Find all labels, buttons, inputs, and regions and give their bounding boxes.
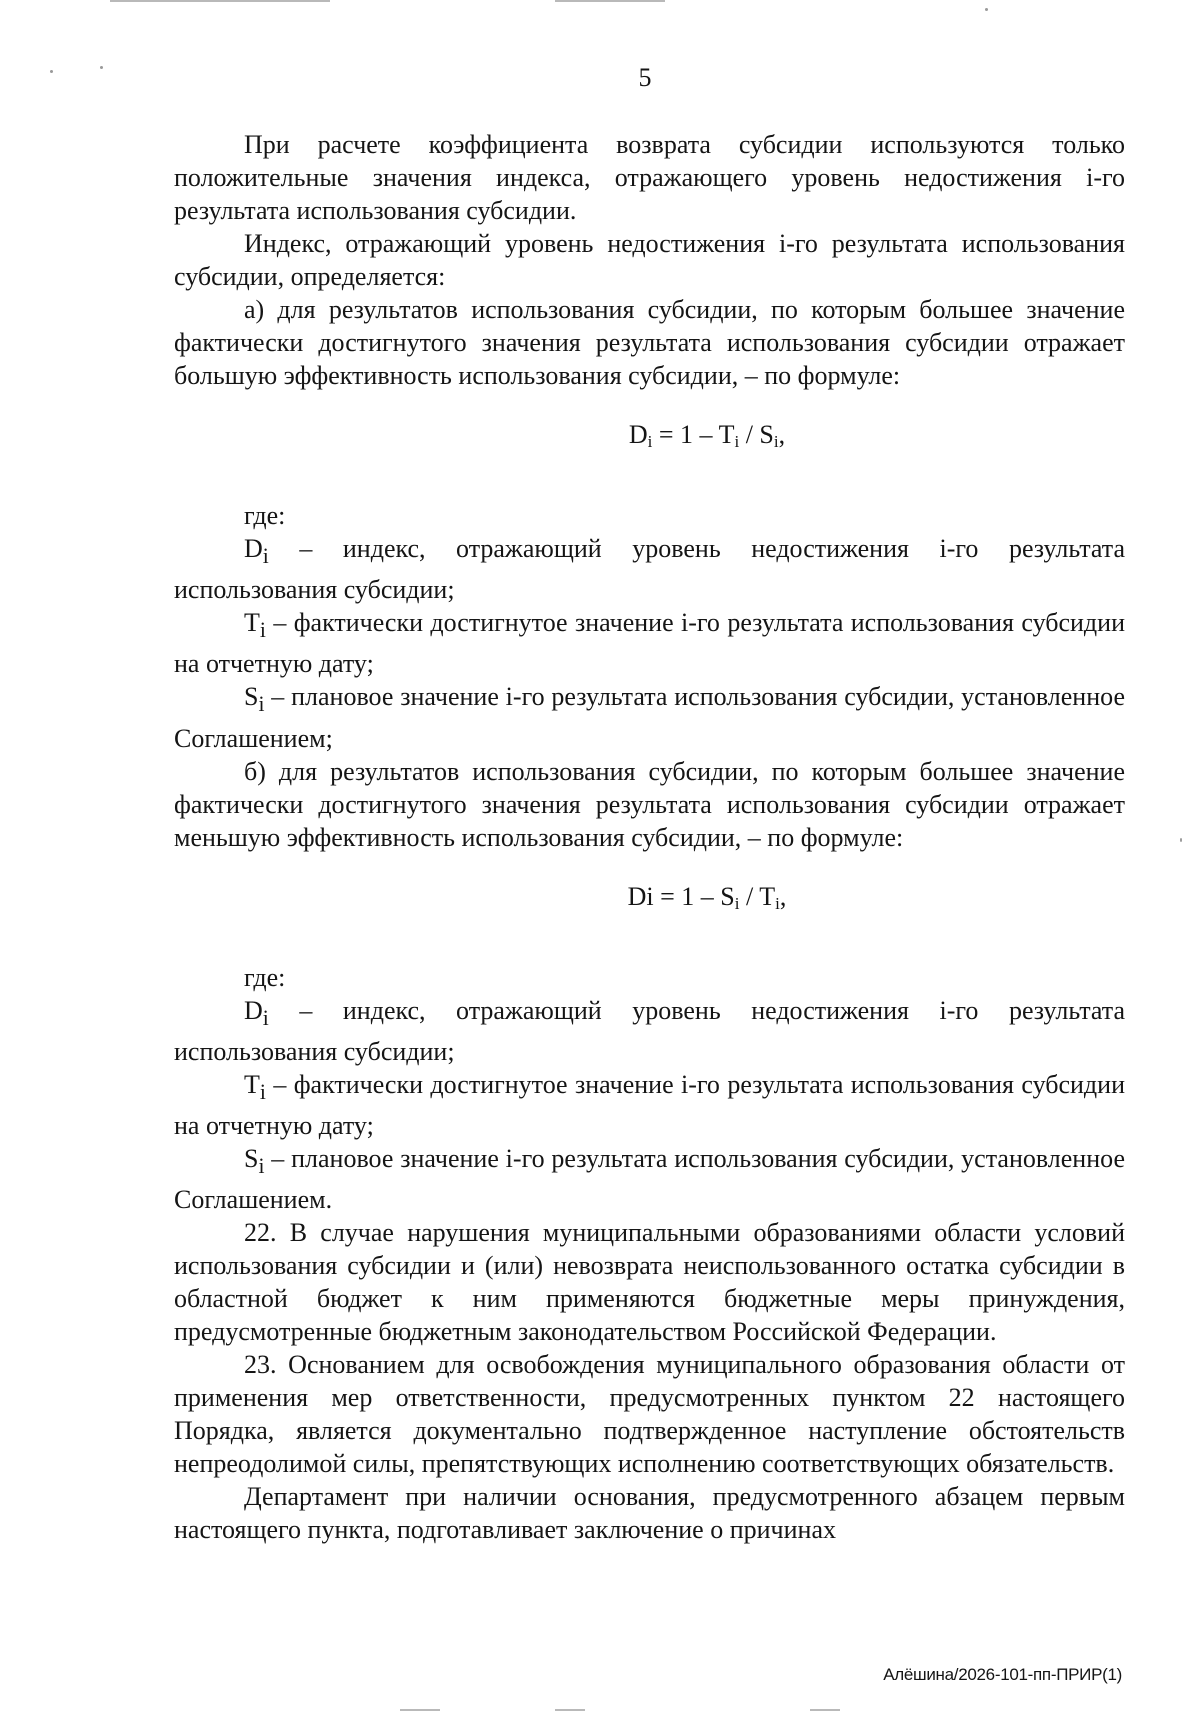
scan-artifact-bottom <box>400 1709 440 1711</box>
definition-item: $T_i$ – фактически достигнутое значение i-го результата использования субсидии на отчетную дату; <box>174 608 1125 679</box>
formula-a: $D_i = 1 - T_i / S_i$, <box>628 420 786 451</box>
formula-b: $Di = 1 - S_i / T_i$, <box>627 881 787 913</box>
scan-artifact-bottom <box>555 1709 585 1711</box>
definition-item: $S_i$ – плановое значение i-го результата использования субсидии, установленное Соглашением. <box>174 1143 1125 1215</box>
page-number: 5 <box>638 63 652 92</box>
scan-speck <box>1180 838 1182 842</box>
paragraph: а) для результатов использования субсидии, по которым большее значение фактически достигнутого значения результата использования субсидии отражает большую эффективность использования субсидии, – по формуле: <box>174 295 1125 390</box>
scan-artifact-bottom <box>810 1709 840 1711</box>
paragraph: Департамент при наличии основания, предусмотренного абзацем первым настоящего пункта, подготавливает заключение о причинах <box>174 1482 1125 1545</box>
document-reference: Алёшина/2026-101-пп-ПРИР(1) <box>883 1665 1122 1684</box>
definition-item: $S_i$ – плановое значение i-го результата использования субсидии, установленное Соглашением; <box>174 682 1125 753</box>
paragraph: 23. Основанием для освобождения муниципального образования области от применения мер ответственности, предусмотренных пунктом 22 настоящего Порядка, является документально подтвержденное наступление обстоятельств непреодолимой силы, препятствующих исполнению соответствующих обязательств. <box>174 1350 1125 1479</box>
where-label: где: <box>244 501 286 530</box>
paragraph: б) для результатов использования субсидии, по которым большее значение фактически достигнутого значения результата использования субсидии отражает меньшую эффективность использования субсидии, – по формуле: <box>174 756 1125 852</box>
scan-artifact-top <box>110 0 330 2</box>
where-label: где: <box>244 962 286 992</box>
definition-item: $T_i$ – фактически достигнутое значение i-го результата использования субсидии на отчетную дату; <box>174 1069 1125 1140</box>
document-body <box>174 128 1125 1546</box>
definition-item: $D_i$ – индекс, отражающий уровень недостижения i-го результата использования субсидии; <box>174 534 1125 605</box>
scan-artifact-top-right <box>555 0 665 2</box>
scan-speck <box>985 8 988 11</box>
paragraph: Индекс, отражающий уровень недостижения i-го результата использования субсидии, определяется: <box>174 229 1125 291</box>
paragraph: 22. В случае нарушения муниципальными образованиями области условий использования субсидии и (или) невозврата неиспользованного остатка субсидии в областной бюджет к ним применяются бюджетные меры принуждения, предусмотренные бюджетным законодательством Российской Федерации. <box>174 1218 1125 1347</box>
paragraph: При расчете коэффициента возврата субсидии используются только положительные значения индекса, отражающего уровень недостижения i-го результата использования субсидии. <box>174 130 1125 225</box>
definition-item: $D_i$ – индекс, отражающий уровень недостижения i-го результата использования субсидии; <box>174 995 1125 1066</box>
